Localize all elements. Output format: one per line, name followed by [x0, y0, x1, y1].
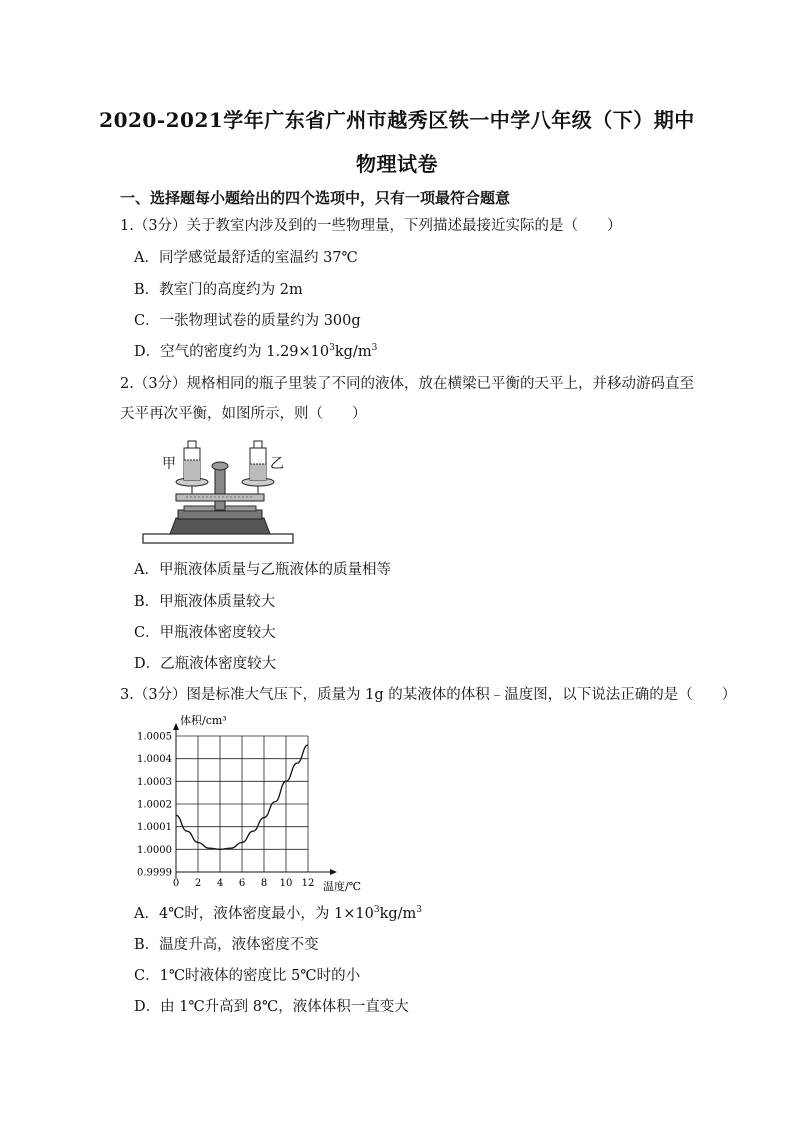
q1-option-d: D．空气的密度约为 $1.29\times 10^3kg/m^3$	[134, 343, 378, 360]
question-3-stem: 3.（3分）图是标准大气压下，质量为 1g 的某液体的体积﹣温度图，以下说法正确的是（ ）	[120, 687, 737, 703]
q3-option-a: A．4℃时，液体密度最小，为 $1\times 10^3kg/m^3$	[134, 905, 423, 922]
section-heading: 一、选择题每小题给出的四个选项中，只有一项最符合题意	[120, 189, 511, 207]
x-tick-label: 10	[279, 878, 293, 889]
balance-base	[170, 518, 270, 534]
x-tick-label: 12	[301, 878, 315, 889]
x-axis-arrow	[330, 869, 337, 875]
label-jia: 甲	[162, 456, 176, 472]
question-2-stem-line2: 天平再次平衡，如图所示，则（ ）	[120, 406, 367, 422]
q1-option-a: A．同学感觉最舒适的室温约 37℃	[134, 250, 358, 266]
balance-beam	[176, 494, 264, 501]
document-title-line2: 物理试卷	[356, 152, 438, 176]
document-title-line1: 2020-2021学年广东省广州市越秀区铁一中学八年级（下）期中	[99, 108, 695, 132]
q1-option-b: B．教室门的高度约为 2m	[134, 282, 303, 298]
x-tick-label: 0	[172, 878, 180, 889]
q2-option-a: A．甲瓶液体质量与乙瓶液体的质量相等	[134, 562, 391, 578]
y-tick-label: 1.0001	[137, 822, 172, 834]
y-tick-label: 1.0005	[137, 731, 172, 743]
q3-option-c: C．1℃时液体的密度比 5℃时的小	[134, 968, 361, 984]
y-tick-label: 1.0002	[137, 799, 172, 811]
x-tick-label: 4	[216, 878, 224, 889]
q3-option-b: B．温度升高，液体密度不变	[134, 937, 319, 953]
y-tick-label: 1.0000	[137, 844, 172, 856]
label-yi: 乙	[270, 456, 284, 472]
y-tick-label: 0.9999	[137, 867, 172, 879]
x-axis-label: 温度/℃	[323, 880, 362, 893]
table-surface	[143, 534, 293, 543]
x-tick-label: 2	[194, 878, 202, 889]
bottle-jia	[184, 441, 200, 480]
y-axis-label: 体积/cm³	[180, 714, 227, 727]
balance-column	[215, 464, 225, 510]
q2-option-d: D．乙瓶液体密度较大	[134, 656, 277, 672]
question-1-stem: 1.（3分）关于教室内涉及到的一些物理量，下列描述最接近实际的是（ ）	[120, 218, 622, 234]
y-axis-arrow	[173, 723, 179, 730]
x-tick-label: 6	[238, 878, 246, 889]
volume-temperature-chart	[130, 712, 370, 896]
q2-option-b: B．甲瓶液体质量较大	[134, 594, 276, 610]
y-tick-label: 1.0003	[137, 776, 172, 788]
q1-option-c: C．一张物理试卷的质量约为 300g	[134, 313, 361, 329]
q2-option-c: C．甲瓶液体密度较大	[134, 625, 276, 641]
q3-option-d: D．由 1℃升高到 8℃，液体体积一直变大	[134, 999, 409, 1015]
question-2-stem-line1: 2.（3分）规格相同的瓶子里装了不同的液体，放在横梁已平衡的天平上，并移动游码直至	[120, 376, 695, 392]
y-tick-label: 1.0004	[137, 754, 172, 766]
x-tick-label: 8	[260, 878, 268, 889]
balance-scale-figure	[140, 436, 300, 548]
bottle-yi	[250, 441, 266, 480]
